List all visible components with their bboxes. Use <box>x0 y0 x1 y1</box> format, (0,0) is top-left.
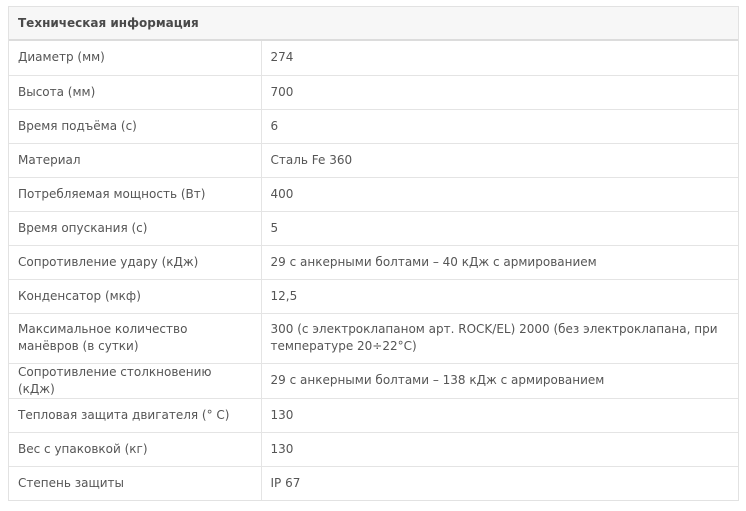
table-row <box>9 313 738 363</box>
spec-label-impact-resistance: Сопротивление удару (кДж) <box>9 245 261 279</box>
spec-label-power: Потребляемая мощность (Вт) <box>9 177 261 211</box>
table-row <box>9 398 738 432</box>
table-row <box>9 279 738 313</box>
spec-value-protection-rating: IP 67 <box>261 466 738 500</box>
table-row <box>9 75 738 109</box>
spec-label-capacitor: Конденсатор (мкф) <box>9 279 261 313</box>
table-row <box>9 432 738 466</box>
spec-label-packed-weight: Вес с упаковкой (кг) <box>9 432 261 466</box>
spec-value-packed-weight: 130 <box>261 432 738 466</box>
spec-value-impact-resistance: 29 с анкерными болтами – 40 кДж с армированием <box>261 245 738 279</box>
spec-value-rise-time: 6 <box>261 109 738 143</box>
spec-label-height: Высота (мм) <box>9 75 261 109</box>
spec-value-collision-resistance: 29 с анкерными болтами – 138 кДж с армированием <box>261 363 738 398</box>
spec-value-max-maneuvers: 300 (с электроклапаном арт. ROCK/EL) 2000 (без электроклапана, при температуре 20÷22°C) <box>261 313 738 363</box>
spec-value-height: 700 <box>261 75 738 109</box>
spec-label-lowering-time: Время опускания (с) <box>9 211 261 245</box>
table-row <box>9 245 738 279</box>
table-row <box>9 466 738 500</box>
spec-value-material: Сталь Fe 360 <box>261 143 738 177</box>
table-row <box>9 177 738 211</box>
table-row <box>9 41 738 75</box>
technical-info-panel <box>8 6 739 501</box>
spec-value-diameter: 274 <box>270 50 294 65</box>
spec-label-max-maneuvers: Максимальное количество манёвров (в сутки) <box>9 313 261 363</box>
section-title: Техническая информация <box>18 16 199 30</box>
spec-value-thermal-protection: 130 <box>261 398 738 432</box>
table-row <box>9 109 738 143</box>
spec-label-material: Материал <box>9 143 261 177</box>
table-row <box>9 211 738 245</box>
section-header <box>9 7 738 41</box>
spec-label-protection-rating: Степень защиты <box>9 466 261 500</box>
spec-label-rise-time: Время подъёма (с) <box>9 109 261 143</box>
spec-value-lowering-time: 5 <box>261 211 738 245</box>
spec-table <box>9 41 738 500</box>
spec-label-collision-resistance: Сопротивление столкновению (кДж) <box>9 363 261 398</box>
spec-value-power: 400 <box>261 177 738 211</box>
spec-value-capacitor: 12,5 <box>261 279 738 313</box>
table-row <box>9 363 738 398</box>
spec-label-diameter: Диаметр (мм) <box>9 41 261 75</box>
spec-label-thermal-protection: Тепловая защита двигателя (° C) <box>9 398 261 432</box>
table-row <box>9 143 738 177</box>
